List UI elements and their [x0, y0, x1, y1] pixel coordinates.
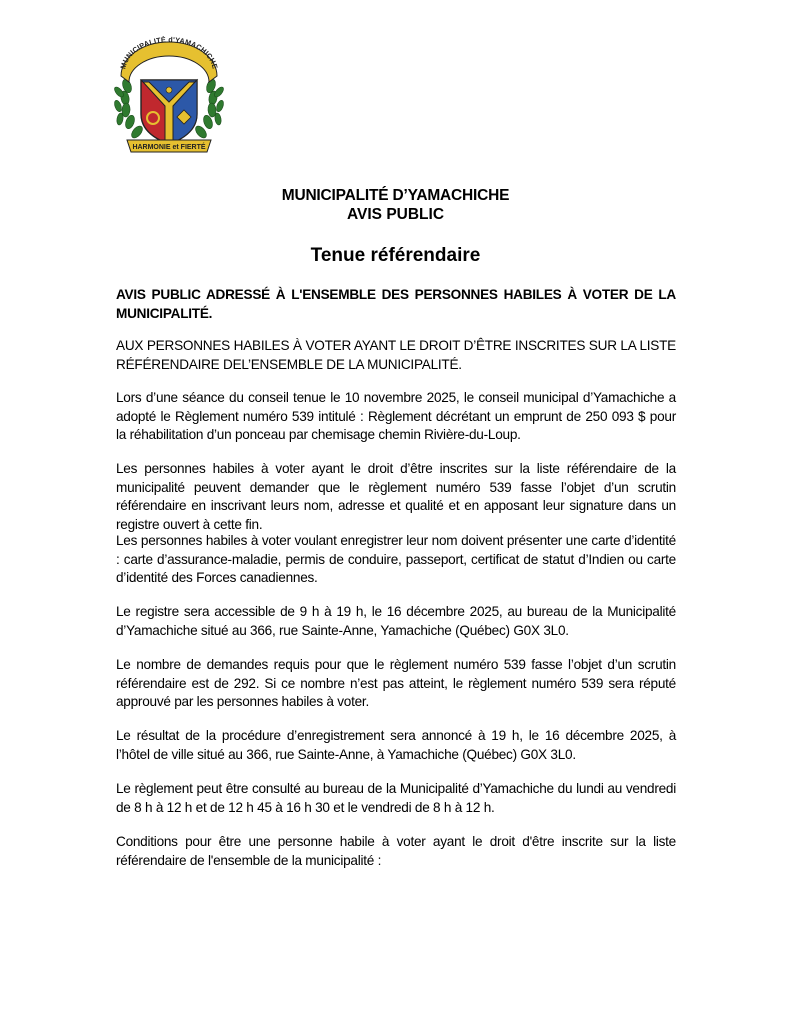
- paragraph-request: Les personnes habiles à voter ayant le droit d’être inscrites sur la liste référendaire de la municipalité peuvent demander que le règlement numéro 539 fasse l’objet d’un scrutin référendaire en inscrivant leurs nom, adresse et qualité et en apposant leur signature dans un registre ouvert à cette fin.: [116, 461, 676, 532]
- paragraph-consultation: Le règlement peut être consulté au bureau de la Municipalité d’Yamachiche du lundi au vendredi de 8 h à 12 h et de 12 h 45 à 16 h 30 et le vendredi de 8 h à 12 h.: [116, 781, 676, 815]
- municipal-coat-of-arms: [113, 36, 225, 156]
- svg-text:MUNICIPALITÉ d'YAMACHICHE: MUNICIPALITÉ d'YAMACHICHE: [118, 36, 220, 70]
- notice-subtitle: AVIS PUBLIC: [346, 206, 445, 223]
- paragraph-required-requests: Le nombre de demandes requis pour que le règlement numéro 539 fasse l’objet d’un scrutin référendaire est de 292. Si ce nombre n’est pas atteint, le règlement numéro 539 sera réputé approuvé par les personnes habiles à voter.: [116, 657, 676, 710]
- paragraph-adoption: Lors d’une séance du conseil tenue le 10 novembre 2025, le conseil municipal d’Yamachiche a adopté le Règlement numéro 539 intitulé : Règlement décrétant un emprunt de 250 093 $ pour la réhabilitation d’un ponceau par chemisage chemin Rivière-du-Loup.: [116, 390, 676, 443]
- intro-bold-paragraph: AVIS PUBLIC ADRESSÉ À L'ENSEMBLE DES PERSONNES HABILES À VOTER DE LA MUNICIPALITÉ.: [116, 287, 676, 321]
- paragraph-identification: Les personnes habiles à voter voulant enregistrer leur nom doivent présenter une carte d’identité : carte d’assurance-maladie, permis de conduire, passeport, certificat de statut d’Indien ou carte d’identité des Forces canadiennes.: [116, 533, 676, 586]
- paragraph-conditions: Conditions pour être une personne habile à voter ayant le droit d'être inscrite sur la liste référendaire de l'ensemble de la municipalité :: [116, 834, 676, 868]
- paragraph-result: Le résultat de la procédure d’enregistrement sera annoncé à 19 h, le 16 décembre 2025, à l’hôtel de ville situé au 366, rue Sainte-Anne, à Yamachiche (Québec) G0X 3L0.: [116, 728, 676, 762]
- municipality-title: MUNICIPALITÉ D’YAMACHICHE: [281, 187, 510, 204]
- page-title: Tenue référendaire: [310, 245, 481, 266]
- svg-text:HARMONIE et FIERTÉ: HARMONIE et FIERTÉ: [132, 144, 206, 151]
- coat-of-arms-icon: [113, 36, 225, 156]
- paragraph-register-hours: Le registre sera accessible de 9 h à 19 h, le 16 décembre 2025, au bureau de la Municipalité d’Yamachiche situé au 366, rue Sainte-Anne, Yamachiche (Québec) G0X 3L0.: [116, 604, 676, 638]
- intro-caps-paragraph: AUX PERSONNES HABILES À VOTER AYANT LE DROIT D’ÊTRE INSCRITES SUR LA LISTE RÉFÉRENDAIRE DEL’ENSEMBLE DE LA MUNICIPALITÉ.: [116, 338, 676, 372]
